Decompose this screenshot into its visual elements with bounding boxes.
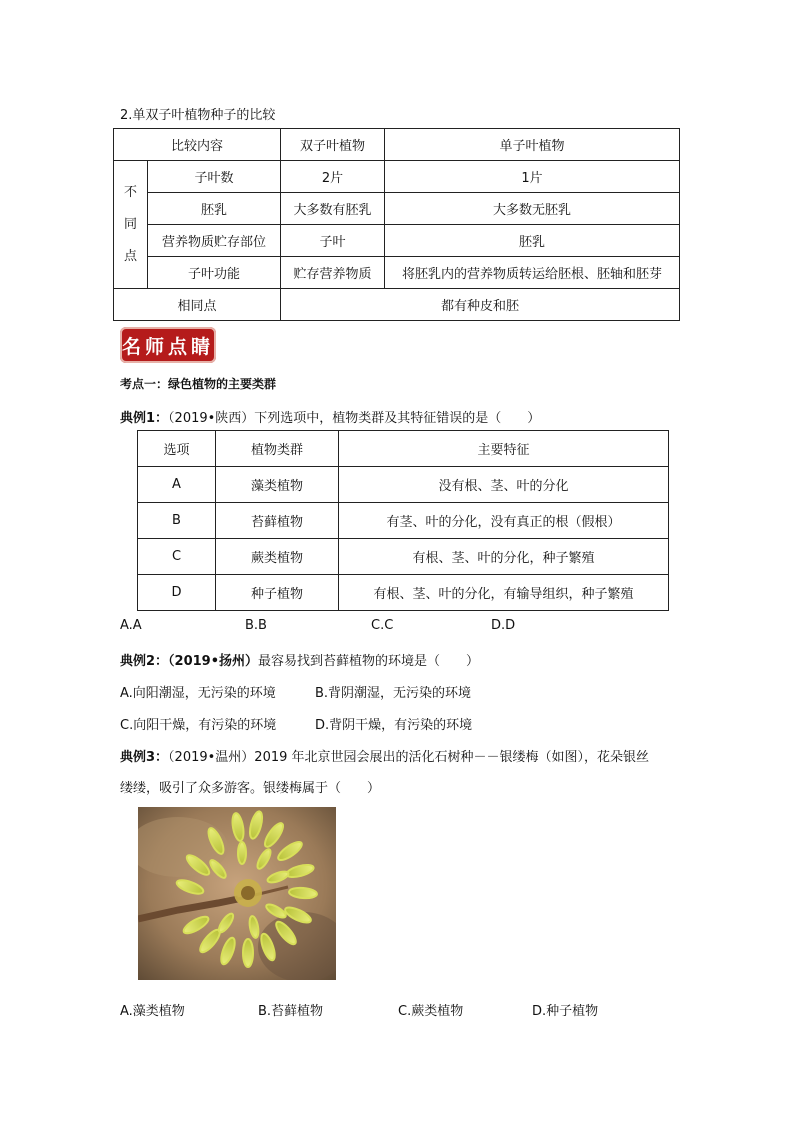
answer-option-b[interactable]: B.苔藓植物 [258, 1004, 324, 1019]
table-cell: D [138, 575, 216, 611]
table-cell: 1片 [385, 161, 680, 193]
table-cell: A [138, 467, 216, 503]
table-header: 选项 [138, 431, 216, 467]
table-cell: 子叶 [281, 225, 385, 257]
example-label: 典例2： [120, 654, 169, 669]
table-cell: C [138, 539, 216, 575]
group-label-differences: 不 同 点 [114, 161, 148, 289]
flower-photo [138, 807, 336, 980]
topic-heading: 考点一：绿色植物的主要类群 [120, 377, 277, 391]
teacher-tips-badge: 名师点睛 [120, 327, 216, 363]
answer-option-c[interactable]: C.C [371, 618, 394, 633]
table-cell: B [138, 503, 216, 539]
example-2-question: 典例2：（2019•扬州）最容易找到苔藓植物的环境是（ ） [120, 654, 480, 669]
example-label: 典例3： [120, 750, 169, 765]
example-3-question: 典例3：（2019•温州）2019 年北京世园会展出的活化石树种－－银缕梅（如图），花朵银丝 [120, 750, 650, 765]
example-3-question-cont: 缕缕，吸引了众多游客。银缕梅属于（ ） [120, 781, 381, 796]
table-cell: 大多数无胚乳 [385, 193, 680, 225]
answer-option-d[interactable]: D.D [491, 618, 516, 633]
table-cell: 大多数有胚乳 [281, 193, 385, 225]
table-header: 主要特征 [339, 431, 669, 467]
example-label: 典例1： [120, 411, 169, 426]
table-cell: 有根、茎、叶的分化，有输导组织，种子繁殖 [339, 575, 669, 611]
table-cell: 有根、茎、叶的分化，种子繁殖 [339, 539, 669, 575]
section-title: 2.单双子叶植物种子的比较 [120, 108, 276, 123]
table-cell: 贮存营养物质 [281, 257, 385, 289]
answer-option-a[interactable]: A.A [120, 618, 142, 633]
answer-option-a[interactable]: A.向阳潮湿，无污染的环境 [120, 686, 276, 701]
table-cell: 有茎、叶的分化，没有真正的根（假根） [339, 503, 669, 539]
answer-option-c[interactable]: C.向阳干燥，有污染的环境 [120, 718, 277, 733]
seed-comparison-table [113, 128, 680, 321]
answer-option-b[interactable]: B.B [245, 618, 267, 633]
table-header: 植物类群 [216, 431, 339, 467]
table-cell: 子叶数 [148, 161, 281, 193]
answer-option-d[interactable]: D.背阴干燥，有污染的环境 [315, 718, 473, 733]
table-cell: 子叶功能 [148, 257, 281, 289]
plant-groups-table [137, 430, 669, 611]
table-cell: 营养物质贮存部位 [148, 225, 281, 257]
table-header: 单子叶植物 [385, 129, 680, 161]
common-value: 都有种皮和胚 [281, 289, 680, 321]
table-cell: 苔藓植物 [216, 503, 339, 539]
table-cell: 胚乳 [385, 225, 680, 257]
answer-option-d[interactable]: D.种子植物 [532, 1004, 599, 1019]
table-cell: 没有根、茎、叶的分化 [339, 467, 669, 503]
table-header: 双子叶植物 [281, 129, 385, 161]
common-label: 相同点 [114, 289, 281, 321]
table-cell: 藻类植物 [216, 467, 339, 503]
answer-option-c[interactable]: C.蕨类植物 [398, 1004, 464, 1019]
table-header: 比较内容 [114, 129, 281, 161]
answer-option-a[interactable]: A.藻类植物 [120, 1004, 185, 1019]
table-cell: 胚乳 [148, 193, 281, 225]
table-cell: 蕨类植物 [216, 539, 339, 575]
table-cell: 2片 [281, 161, 385, 193]
example-1-question: 典例1：（2019•陕西）下列选项中，植物类群及其特征错误的是（ ） [120, 411, 541, 426]
table-cell: 将胚乳内的营养物质转运给胚根、胚轴和胚芽 [385, 257, 680, 289]
answer-option-b[interactable]: B.背阴潮湿，无污染的环境 [315, 686, 472, 701]
table-cell: 种子植物 [216, 575, 339, 611]
